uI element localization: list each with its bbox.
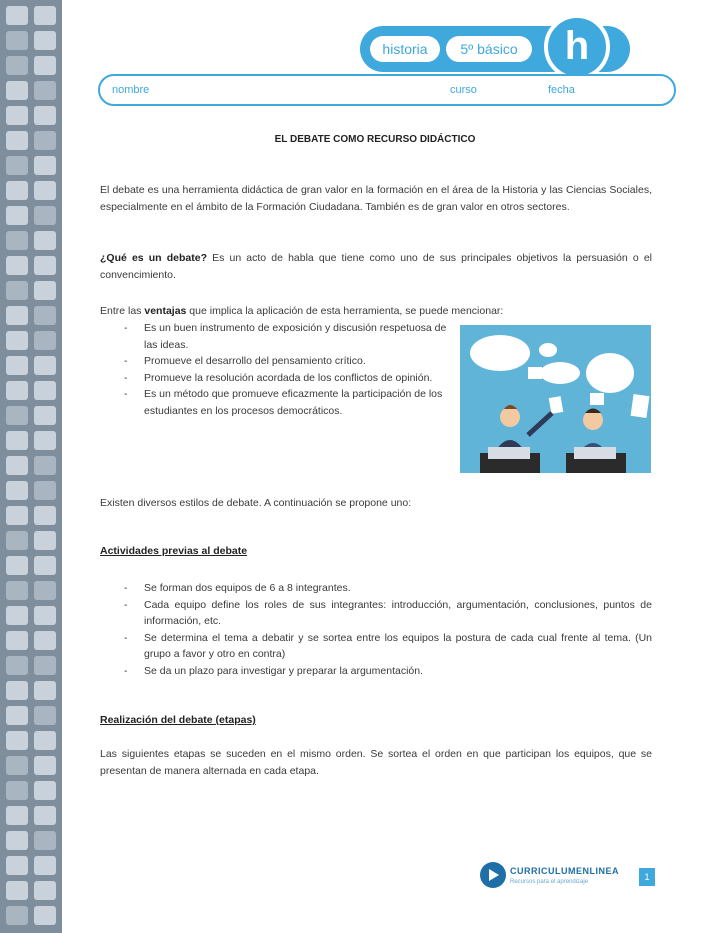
page-number: 1 — [639, 868, 655, 886]
strip-square — [6, 31, 28, 50]
strip-square — [6, 106, 28, 125]
list-item: - Promueve el desarrollo del pensamiento crítico. — [118, 353, 448, 370]
strip-square — [6, 356, 28, 375]
strip-square — [34, 381, 56, 400]
strip-square — [6, 806, 28, 825]
strip-square — [6, 906, 28, 925]
strip-square — [34, 706, 56, 725]
list-item: - Se da un plazo para investigar y preparar la argumentación. — [118, 663, 652, 680]
strip-square — [6, 831, 28, 850]
strip-square — [6, 731, 28, 750]
date-label: fecha — [548, 84, 575, 96]
definition-question: ¿Qué es un debate? — [100, 252, 207, 264]
strip-square — [6, 506, 28, 525]
list-item: - Se determina el tema a debatir y se sortea entre los equipos la postura de cada cual frente al tema. (Un grupo a favor y otro en contra) — [118, 630, 652, 663]
strip-square — [6, 531, 28, 550]
strip-square — [6, 581, 28, 600]
strip-square — [6, 56, 28, 75]
strip-square — [34, 231, 56, 250]
strip-square — [6, 856, 28, 875]
strip-square — [6, 781, 28, 800]
strip-square — [34, 906, 56, 925]
strip-square — [6, 231, 28, 250]
strip-square — [34, 131, 56, 150]
brand-logo-badge: h — [544, 14, 610, 80]
list-item: - Promueve la resolución acordada de los conflictos de opinión. — [118, 370, 448, 387]
strip-square — [6, 81, 28, 100]
strip-square — [34, 456, 56, 475]
prior-activities-heading: Actividades previas al debate — [100, 545, 248, 557]
advantages-list — [118, 320, 448, 419]
strip-square — [34, 331, 56, 350]
document-title: EL DEBATE COMO RECURSO DIDÁCTICO — [274, 134, 476, 145]
strip-square — [6, 481, 28, 500]
strip-square — [6, 406, 28, 425]
strip-square — [34, 281, 56, 300]
strip-square — [34, 356, 56, 375]
student-info-bar — [98, 74, 676, 106]
strip-square — [34, 6, 56, 25]
strip-square — [34, 631, 56, 650]
prior-activities-list — [118, 580, 652, 679]
strip-square — [6, 306, 28, 325]
footer-tagline: Recursos para el aprendizaje — [510, 879, 589, 885]
strip-square — [6, 606, 28, 625]
advantages-lead — [100, 303, 652, 320]
strip-square — [34, 31, 56, 50]
strip-square — [6, 156, 28, 175]
strip-square — [34, 681, 56, 700]
strip-square — [6, 281, 28, 300]
strip-square — [34, 831, 56, 850]
strip-square — [34, 531, 56, 550]
strip-square — [6, 431, 28, 450]
strip-square — [34, 856, 56, 875]
advantages-lead-start: Entre las — [100, 305, 145, 317]
strip-square — [34, 781, 56, 800]
strip-square — [34, 56, 56, 75]
list-item: - Se forman dos equipos de 6 a 8 integrantes. — [118, 580, 652, 597]
strip-square — [6, 381, 28, 400]
strip-square — [34, 481, 56, 500]
strip-square — [6, 456, 28, 475]
strip-square — [34, 606, 56, 625]
advantages-lead-bold: ventajas — [144, 305, 187, 317]
stages-heading: Realización del debate (etapas) — [100, 714, 256, 726]
strip-square — [6, 881, 28, 900]
curriculum-logo-icon — [480, 862, 506, 888]
list-item: - Es un método que promueve eficazmente la participación de los estudiantes en los procesos democráticos. — [118, 386, 448, 419]
strip-square — [34, 181, 56, 200]
strip-square — [6, 331, 28, 350]
footer-brand: CURRICULUMENLINEA — [510, 866, 619, 876]
strip-square — [34, 306, 56, 325]
strip-square — [6, 256, 28, 275]
strip-square — [6, 556, 28, 575]
strip-square — [6, 631, 28, 650]
course-label: curso — [450, 84, 477, 96]
strip-square — [34, 106, 56, 125]
strip-square — [6, 656, 28, 675]
strip-square — [34, 881, 56, 900]
strip-square — [6, 756, 28, 775]
definition-paragraph — [100, 250, 652, 284]
strip-square — [6, 206, 28, 225]
strip-square — [34, 256, 56, 275]
strip-square — [34, 756, 56, 775]
strip-square — [34, 556, 56, 575]
grade-tag: 5º básico — [446, 36, 532, 62]
strip-square — [34, 581, 56, 600]
strip-square — [6, 706, 28, 725]
intro-paragraph: El debate es una herramienta didáctica de gran valor en la formación en el área de la Historia y las Ciencias Sociales, especialmente en el ámbito de la Formación Ciudadana. También es de gran valor en otros sectores. — [100, 184, 652, 213]
list-item: - Cada equipo define los roles de sus integrantes: introducción, argumentación, conclusiones, puntos de información, etc. — [118, 597, 652, 630]
strip-square — [34, 431, 56, 450]
decorative-side-strip — [0, 0, 62, 933]
debate-illustration — [460, 325, 651, 473]
strip-square — [6, 681, 28, 700]
strip-square — [6, 6, 28, 25]
subject-tag: historia — [370, 36, 440, 62]
strip-square — [34, 206, 56, 225]
strip-square — [6, 131, 28, 150]
strip-square — [34, 656, 56, 675]
strip-square — [6, 181, 28, 200]
strip-square — [34, 81, 56, 100]
strip-square — [34, 731, 56, 750]
strip-square — [34, 806, 56, 825]
strip-square — [34, 506, 56, 525]
strip-square — [34, 156, 56, 175]
styles-paragraph: Existen diversos estilos de debate. A continuación se propone uno: — [100, 497, 412, 509]
strip-square — [34, 406, 56, 425]
list-item: - Es un buen instrumento de exposición y discusión respetuosa de las ideas. — [118, 320, 448, 353]
advantages-lead-end: que implica la aplicación de esta herramienta, se puede mencionar: — [186, 305, 504, 317]
definition-answer: Es un acto de habla que tiene como uno de sus principales objetivos la persuasión o el convencimiento. — [100, 252, 652, 281]
name-label: nombre — [112, 84, 150, 96]
stages-paragraph: Las siguientes etapas se suceden en el mismo orden. Se sortea el orden en que participan los equipos, que se presentan de manera alternada en cada etapa. — [100, 748, 652, 777]
